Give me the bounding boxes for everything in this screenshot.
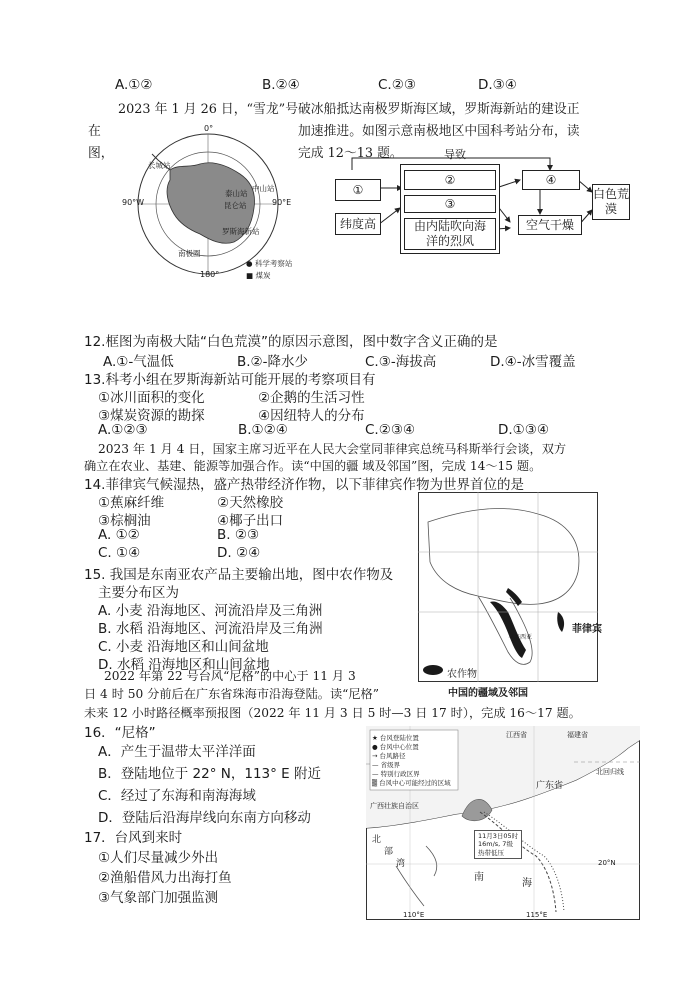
q15-stem-line2: 主要分布区为 bbox=[98, 585, 179, 601]
asia-map-philippines: 菲律宾 bbox=[572, 624, 602, 635]
map-label-0deg: 0° bbox=[204, 124, 214, 133]
q17-stem: 17．台风到来时 bbox=[84, 830, 183, 846]
q12-option-a: A.①-气温低 bbox=[103, 354, 174, 370]
flow-cause-label: 导致 bbox=[444, 148, 466, 161]
map-label-90e: 90°E bbox=[272, 198, 292, 207]
q16-option-c: C．经过了东海和南海海域 bbox=[98, 788, 256, 804]
map-province-jiangxi: 江西省 bbox=[506, 731, 527, 739]
flow-box-1: ① bbox=[335, 179, 381, 201]
q15-option-d: D. 水稻 沿海地区和山间盆地 bbox=[98, 657, 270, 673]
q14-item-2: ②天然橡胶 bbox=[217, 495, 284, 511]
q13-item-4: ④因纽特人的分布 bbox=[258, 408, 365, 424]
passage3-line3: 未来 12 小时路径概率预报图（2022 年 11 月 3 日 5 时—3 日 17 时），完成 16～17 题。 bbox=[84, 706, 581, 720]
q13-option-c: C.②③④ bbox=[365, 422, 416, 438]
q13-item-2: ②企鹅的生活习性 bbox=[258, 390, 365, 406]
flow-box-8: 白色荒漠 bbox=[592, 184, 630, 220]
q15-option-b: B. 水稻 沿海地区、河流沿岸及三角洲 bbox=[98, 621, 323, 637]
station-changcheng: 长城站 bbox=[148, 161, 171, 170]
q14-item-3: ③棕榈油 bbox=[98, 513, 151, 529]
map-forecast-box bbox=[474, 830, 522, 859]
flow-box-6: 由内陆吹向海洋的烈风 bbox=[404, 218, 496, 250]
q14-option-d: D. ②④ bbox=[217, 545, 261, 561]
q15-stem-line1: 15. 我国是东南亚农产品主要输出地，图中农作物及 bbox=[84, 567, 394, 583]
q14-item-1: ①蕉麻纤维 bbox=[98, 495, 165, 511]
forecast-time: 11月3日05时 bbox=[478, 832, 519, 840]
map-lat-20n: 20°N bbox=[598, 859, 616, 867]
map-gulf-3: 湾 bbox=[396, 859, 406, 869]
q13-item-1: ①冰川面积的变化 bbox=[98, 390, 205, 406]
map-sea-2: 海 bbox=[522, 878, 532, 889]
station-kunlun: 昆仑站 bbox=[224, 201, 247, 210]
flow-box-5: 纬度高 bbox=[335, 213, 381, 235]
typhoon-legend-5: — 特别行政区界 bbox=[372, 770, 420, 778]
asia-map bbox=[418, 492, 598, 682]
prev-option-a: A.①② bbox=[115, 77, 153, 93]
typhoon-legend-5-label: 特别行政区界 bbox=[380, 770, 420, 778]
q17-item-2: ②渔船借风力出海打鱼 bbox=[98, 870, 232, 886]
forecast-speed: 16m/s, 7级 bbox=[478, 840, 513, 849]
q12-option-d: D.④-冰雪覆盖 bbox=[490, 354, 576, 370]
forecast-type: 热带低压 bbox=[478, 848, 504, 857]
station-rosssea: 罗斯海新站 bbox=[222, 227, 260, 236]
map-gulf-2: 部 bbox=[384, 847, 394, 857]
prev-option-c: C.②③ bbox=[378, 77, 416, 93]
map-lon-110e: 110°E bbox=[403, 911, 425, 919]
map-gulf-1: 北 bbox=[372, 835, 382, 845]
typhoon-legend-1: ★ 台风登陆位置 bbox=[372, 734, 419, 742]
legend-station-label: 科学考察站 bbox=[254, 259, 293, 268]
q12-stem: 12.框图为南极大陆“白色荒漠”的原因示意图，图中数字含义正确的是 bbox=[84, 334, 498, 350]
q13-stem: 13.科考小组在罗斯海新站可能开展的考察项目有 bbox=[84, 372, 376, 388]
prev-option-d: D.③④ bbox=[478, 77, 517, 93]
passage3-line1: 2022 年第 22 号台风“尼格”的中心于 11 月 3 bbox=[104, 669, 356, 683]
map-province-guangxi: 广西壮族自治区 bbox=[370, 802, 419, 810]
q14-option-b: B. ②③ bbox=[217, 527, 260, 543]
map-sea-1: 南 bbox=[474, 872, 484, 883]
q16-option-b: B．登陆地位于 22° N，113° E 附近 bbox=[98, 766, 322, 782]
typhoon-legend-1-label: 台风登陆位置 bbox=[379, 734, 419, 742]
flow-box-7: 空气干燥 bbox=[518, 215, 582, 235]
q13-item-3: ③煤炭资源的勘探 bbox=[98, 408, 205, 424]
asia-map-inner-label: 马来西亚 bbox=[508, 634, 533, 641]
q15-option-a: A. 小麦 沿海地区、河流沿岸及三角洲 bbox=[98, 603, 323, 619]
typhoon-map bbox=[366, 726, 640, 920]
typhoon-legend-6: ▒ 台风中心可能经过的区域 bbox=[372, 779, 451, 787]
passage1-line3a: 图， bbox=[88, 146, 114, 161]
q16-option-a: A．产生于温带太平洋洋面 bbox=[98, 744, 256, 760]
q16-stem: 16．“尼格” bbox=[84, 725, 156, 741]
map-label-90w: 90°W bbox=[122, 198, 145, 207]
q14-option-a: A. ①② bbox=[98, 527, 140, 543]
asia-map-legend: 农作物 bbox=[447, 669, 477, 680]
q17-item-3: ③气象部门加强监测 bbox=[98, 890, 219, 906]
q12-option-c: C.③-海拔高 bbox=[365, 354, 437, 370]
typhoon-legend-4: — 省级界 bbox=[372, 761, 401, 769]
passage1-line2a: 在 bbox=[88, 124, 101, 139]
legend-coal: ■ 煤炭 bbox=[246, 271, 271, 280]
typhoon-legend-2-label: 台风中心位置 bbox=[379, 743, 419, 751]
q15-option-c: C. 小麦 沿海地区和山间盆地 bbox=[98, 639, 269, 655]
typhoon-legend-2: ● 台风中心位置 bbox=[372, 743, 419, 751]
q14-stem: 14.菲律宾气候湿热，盛产热带经济作物，以下菲律宾作物为世界首位的是 bbox=[84, 477, 524, 493]
q12-option-b: B.②-降水少 bbox=[237, 354, 309, 370]
typhoon-legend-3: → 台风路径 bbox=[372, 752, 406, 760]
station-zhongshan: 中山站 bbox=[252, 184, 275, 193]
passage1-line3b: 完成 12～13 题。 bbox=[298, 146, 403, 161]
station-taishan: 泰山站 bbox=[225, 189, 248, 198]
q13-option-a: A.①②③ bbox=[98, 422, 148, 438]
q17-item-1: ①人们尽量减少外出 bbox=[98, 850, 219, 866]
q16-option-d: D．登陆后沿海岸线向东南方向移动 bbox=[98, 810, 311, 826]
legend-station: ● 科学考察站 bbox=[246, 259, 293, 268]
flow-box-4: ④ bbox=[522, 170, 580, 190]
passage2-line2: 确立在农业、基建、能源等加强合作。读“中国的疆 域及邻国”图，完成 14～15 题。 bbox=[84, 459, 542, 473]
passage1-line2b: 加速推进。如图示意南极地区中国科考站分布，读 bbox=[298, 124, 580, 139]
map-lon-115e: 115°E bbox=[526, 911, 548, 919]
prev-option-b: B.②④ bbox=[262, 77, 300, 93]
typhoon-legend-4-label: 省级界 bbox=[380, 761, 401, 769]
typhoon-legend-3-label: 台风路径 bbox=[379, 752, 406, 760]
map-province-guangdong: 广东省 bbox=[536, 781, 564, 791]
legend-coal-label: 煤炭 bbox=[255, 271, 271, 280]
flow-box-2: ② bbox=[404, 170, 496, 190]
flow-box-3: ③ bbox=[404, 195, 496, 213]
map-province-fujian: 福建省 bbox=[567, 731, 588, 739]
map-antarctic-circle: 南极圈 bbox=[178, 249, 201, 258]
passage1-line1: 2023 年 1 月 26 日，“雪龙”号破冰船抵达南极罗斯海区域，罗斯海新站的建设正 bbox=[118, 102, 580, 117]
map-tropic-label: 北回归线 bbox=[596, 768, 624, 776]
q13-option-d: D.①③④ bbox=[498, 422, 549, 438]
asia-map-caption: 中国的疆域及邻国 bbox=[448, 688, 528, 699]
passage3-line2: 日 4 时 50 分前后在广东省珠海市沿海登陆。读“尼格” bbox=[84, 687, 379, 701]
q14-option-c: C. ①④ bbox=[98, 545, 141, 561]
passage2-line1: 2023 年 1 月 4 日，国家主席习近平在人民大会堂同菲律宾总统马科斯举行会谈，双方 bbox=[98, 442, 567, 456]
map-label-180: 180° bbox=[200, 270, 220, 279]
q13-option-b: B.①②④ bbox=[238, 422, 288, 438]
q14-item-4: ④椰子出口 bbox=[217, 513, 284, 529]
typhoon-legend-6-label: 台风中心可能经过的区域 bbox=[379, 779, 451, 787]
